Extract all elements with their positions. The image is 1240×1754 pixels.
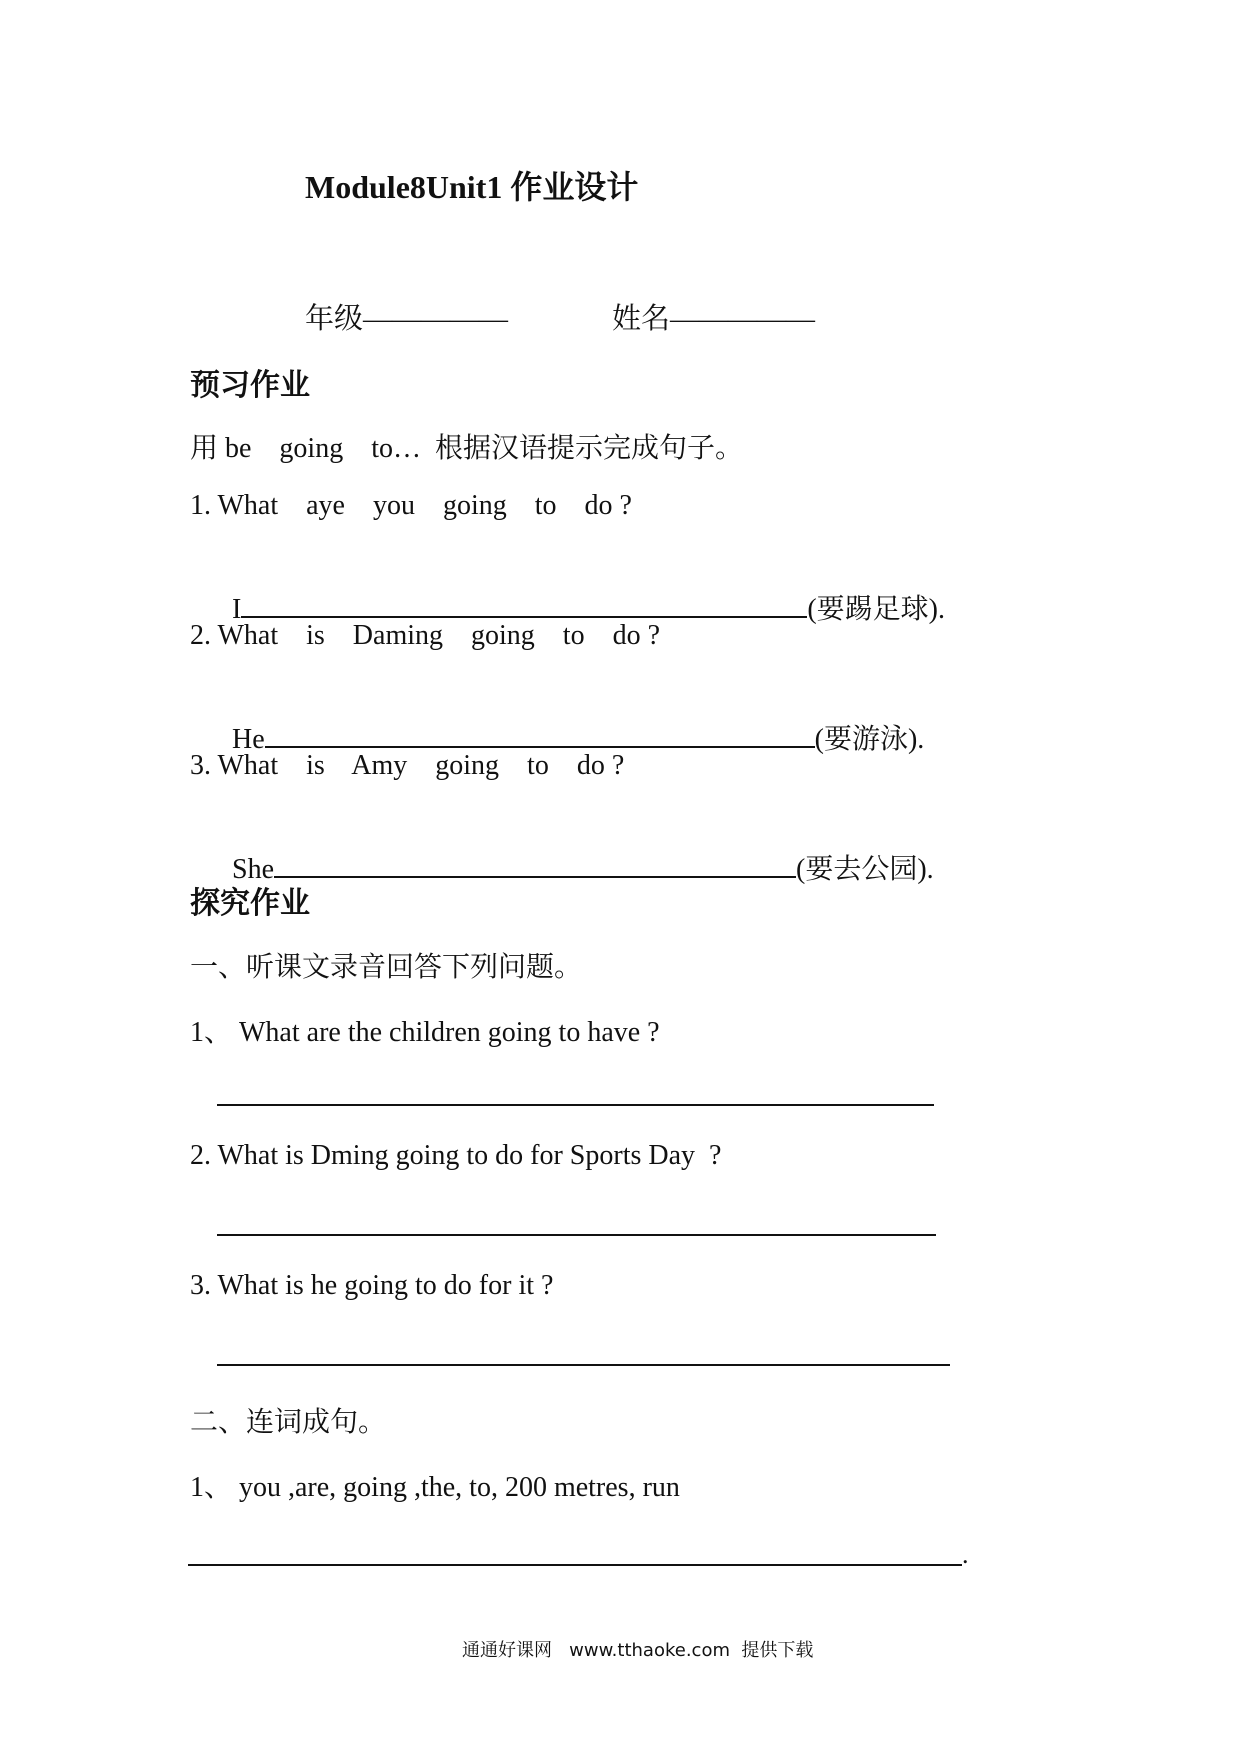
explore-heading: 探究作业 <box>190 887 310 920</box>
explore-question-1: 1、 What are the children going to have ? <box>190 1017 660 1048</box>
preview-heading: 预习作业 <box>190 369 310 402</box>
preview-question-1: 1. What aye you going to do ? <box>190 490 632 521</box>
answer-rule-4[interactable] <box>188 1564 962 1566</box>
answer-hint: (要去公园). <box>796 854 934 885</box>
preview-question-2: 2. What is Daming going to do ? <box>190 620 660 651</box>
answer-rule-3[interactable] <box>217 1364 950 1366</box>
preview-question-3: 3. What is Amy going to do ? <box>190 750 625 781</box>
answer-rule-2[interactable] <box>217 1234 936 1236</box>
explore-question-3: 3. What is he going to do for it ? <box>190 1270 554 1301</box>
answer-hint: (要游泳). <box>814 724 925 755</box>
answer-start: I <box>232 594 242 625</box>
explore-part2-title: 二、连词成句。 <box>190 1407 387 1438</box>
name-label: 姓名————— <box>612 303 816 335</box>
answer-rule-1[interactable] <box>217 1104 934 1106</box>
preview-answer-line-3 <box>218 815 934 887</box>
explore-part1-title: 一、听课文录音回答下列问题。 <box>190 952 583 983</box>
explore-part2-item-1: 1、 you ,are, going ,the, to, 200 metres, run <box>190 1472 680 1503</box>
footer-credit: 通通好课网 www.tthaoke.com 提供下载 <box>462 1640 814 1661</box>
answer-start: He <box>232 724 265 755</box>
page-title: Module8Unit1 作业设计 <box>305 169 639 205</box>
preview-answer-line-2 <box>218 685 924 757</box>
explore-question-2: 2. What is Dming going to do for Sports Day ? <box>190 1140 722 1171</box>
preview-instruction: 用 be going to… 根据汉语提示完成句子。 <box>190 433 743 464</box>
answer-hint: (要踢足球). <box>807 594 945 625</box>
answer-blank[interactable] <box>265 724 815 748</box>
end-period: . <box>962 1540 969 1569</box>
answer-blank[interactable] <box>241 594 807 618</box>
answer-blank[interactable] <box>274 854 796 878</box>
grade-label: 年级————— <box>305 303 509 335</box>
answer-start: She <box>232 854 274 885</box>
preview-answer-line-1 <box>218 555 945 627</box>
